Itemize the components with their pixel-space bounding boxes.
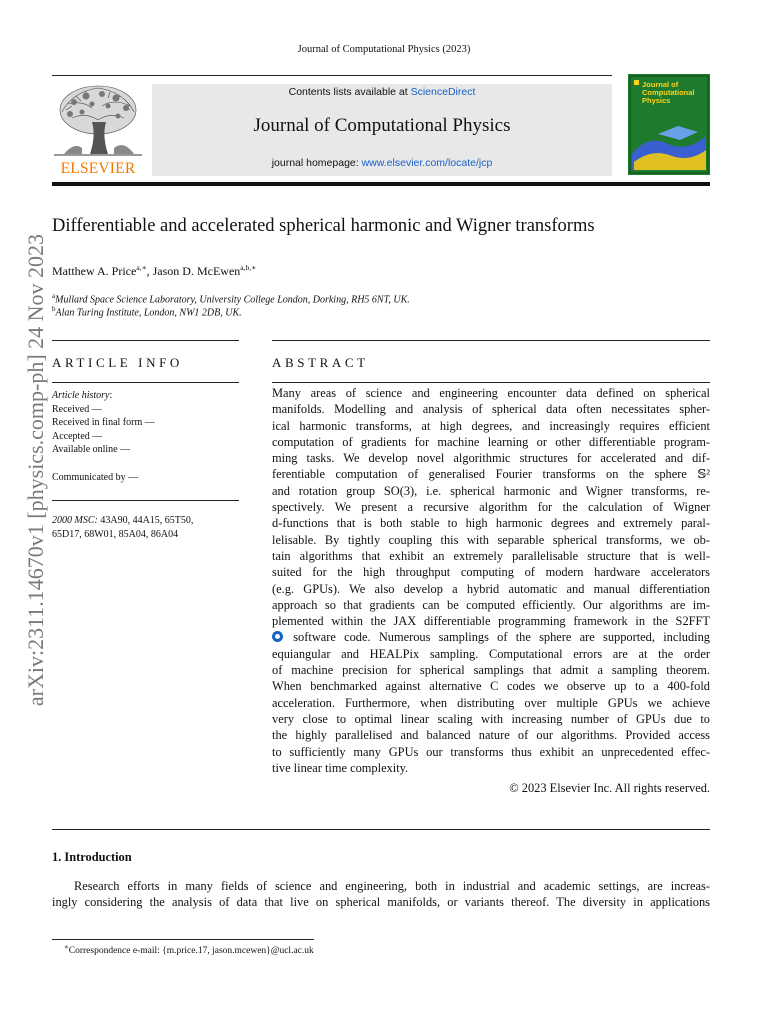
abstract-line: very close to optimal linear scaling with increasing number of GPUs due to xyxy=(272,711,710,726)
footnote-mark: ∗ xyxy=(64,943,69,951)
history-item: Received — xyxy=(52,403,102,415)
body-line: Research efforts in many fields of science and engineering, both in industrial and academic settings, are increas- xyxy=(74,879,710,893)
author-separator: , xyxy=(146,264,153,278)
abstract-heading-rule xyxy=(272,382,710,383)
abstract-line: When benchmarked against alternative C codes we observe up to a 400-fold xyxy=(272,679,710,694)
affiliation-b xyxy=(52,305,242,318)
body-line: ingly considering the analysis of data that live on spherical manifolds, or variants thereof. The diversity in applications xyxy=(52,895,710,910)
github-icon[interactable] xyxy=(272,631,283,642)
abstract-line-text: software code. Numerous samplings of the sphere are supported, including xyxy=(285,630,710,645)
author-name: Jason D. McEwen xyxy=(152,264,241,278)
author-list xyxy=(52,263,256,279)
cover-title-line-1: Journal of xyxy=(642,80,679,89)
affiliation-mark: a xyxy=(52,292,56,300)
article-info-top-rule xyxy=(52,340,239,341)
correspondence-footnote xyxy=(64,943,314,956)
abstract-line: computation of gradients for machine learning or other differentiable program- xyxy=(272,434,710,449)
contents-line xyxy=(152,86,612,98)
article-info-heading-rule xyxy=(52,382,239,383)
communicated-by: Communicated by — xyxy=(52,472,139,483)
author-marks: a,∗ xyxy=(136,263,147,272)
abstract-heading: ABSTRACT xyxy=(272,355,369,370)
abstract-bottom-rule xyxy=(52,829,710,830)
abstract-line: of machine precision for spherical samplings that admit a sampling theorem. xyxy=(272,663,710,678)
abstract-line: tain algorithms that exhibit an extremely parallelisable structure that is well- xyxy=(272,548,710,563)
affiliation-text: Mullard Space Science Laboratory, University College London, Dorking, RH5 6NT, UK. xyxy=(55,294,410,306)
abstract-line: ical harmonic transforms, at high degrees, and increasingly requires efficient xyxy=(272,418,710,433)
history-item: Accepted — xyxy=(52,430,103,442)
section-heading-introduction: 1. Introduction xyxy=(52,850,132,864)
homepage-prefix: journal homepage: xyxy=(271,157,362,169)
header-bottom-rule xyxy=(52,182,710,186)
author-name: Matthew A. Price xyxy=(52,264,137,278)
article-history xyxy=(52,389,155,457)
msc-line: 43A90, 44A15, 65T50, xyxy=(97,515,194,526)
journal-cover-image xyxy=(628,74,710,175)
running-head: Journal of Computational Physics (2023) xyxy=(297,44,471,55)
abstract-line: the highly parallelised and balanced nature of our algorithms. Provided access xyxy=(272,728,710,743)
abstract-line: ming tasks. We develop novel algorithmic structures for accelerated and dif- xyxy=(272,451,710,466)
sciencedirect-link[interactable]: ScienceDirect xyxy=(410,86,476,98)
abstract-line: and rotation group SO(3), i.e. spherical harmonic and Wigner transforms, re- xyxy=(272,483,710,498)
paper-title: Differentiable and accelerated spherical harmonic and Wigner transforms xyxy=(52,216,595,236)
history-item: Available online — xyxy=(52,444,131,456)
cover-title-line-3: Physics xyxy=(642,96,671,105)
affiliation-a xyxy=(52,292,410,305)
history-colon: : xyxy=(109,390,113,401)
introduction-body xyxy=(52,878,710,911)
abstract-line: spectively. We present a recursive algorithm for the calculation of Wigner xyxy=(272,500,710,515)
msc-label: 2000 MSC: xyxy=(52,515,98,526)
abstract-line: equiangular and HEALPix sampling. Computational errors are at the order xyxy=(272,646,710,661)
homepage-line xyxy=(152,157,612,169)
abstract-line: plemented within the JAX differentiable programming framework in the S2FFT xyxy=(272,614,710,629)
abstract-top-rule xyxy=(272,340,710,341)
abstract-line: tive linear time complexity. xyxy=(272,760,409,775)
history-label: Article history xyxy=(52,390,110,401)
abstract-line: manifolds. Modelling and analysis of spherical data often necessitates spher- xyxy=(272,402,710,417)
abstract-line: Many areas of science and engineering encounter data defined on spherical xyxy=(272,386,710,400)
contents-prefix: Contents lists available at xyxy=(288,86,411,98)
affiliation-mark: b xyxy=(52,305,56,313)
abstract-line: ferentiable computation of generalised Fourier transforms on the sphere 𝕊² xyxy=(272,467,710,482)
arxiv-identifier: arXiv:2311.14670v1 [physics.comp-ph] 24 Nov 2023 xyxy=(23,233,48,707)
abstract-line: approach so that gradients can be computed efficiently. Our algorithms are im- xyxy=(272,597,710,612)
abstract-line: d-functions that is both stable to high harmonic degrees and extremely paral- xyxy=(272,516,710,531)
copyright-notice: © 2023 Elsevier Inc. All rights reserved. xyxy=(509,781,710,795)
elsevier-wordmark: ELSEVIER xyxy=(60,160,136,177)
header-top-rule xyxy=(52,75,612,76)
footnote-text: Correspondence e-mail: {m.price.17, jason.mcewen}@ucl.ac.uk xyxy=(68,946,314,957)
journal-title: Journal of Computational Physics xyxy=(253,115,511,136)
history-item: Received in final form — xyxy=(52,417,155,429)
article-info-mid-rule xyxy=(52,500,239,501)
abstract-line: lelisable. By tightly coupling this with separable spherical transforms, we ob- xyxy=(272,532,710,547)
abstract-line: (e.g. GPUs). We also develop a hybrid automatic and manual differentiation xyxy=(272,581,710,596)
abstract-line: suited for the high throughput computing of modern hardware accelerators xyxy=(272,565,710,580)
cover-title-line-2: Computational xyxy=(642,88,695,97)
footnote-rule xyxy=(52,939,314,940)
affiliation-text: Alan Turing Institute, London, NW1 2DB, UK. xyxy=(55,307,242,319)
article-info-heading: ARTICLE INFO xyxy=(52,355,183,370)
abstract-line: to sufficiently many GPUs our transforms thus exhibit an unprecedented effec- xyxy=(272,744,710,759)
homepage-link[interactable]: www.elsevier.com/locate/jcp xyxy=(361,157,493,169)
msc-codes xyxy=(52,514,193,541)
author-marks: a,b,∗ xyxy=(240,263,257,272)
msc-line: 65D17, 68W01, 85A04, 86A04 xyxy=(52,528,179,540)
abstract-line-with-icon xyxy=(272,629,710,645)
abstract-body xyxy=(272,385,710,776)
abstract-line: acceleration. Furthermore, when distributing over multiple GPUs we achieve xyxy=(272,695,710,710)
